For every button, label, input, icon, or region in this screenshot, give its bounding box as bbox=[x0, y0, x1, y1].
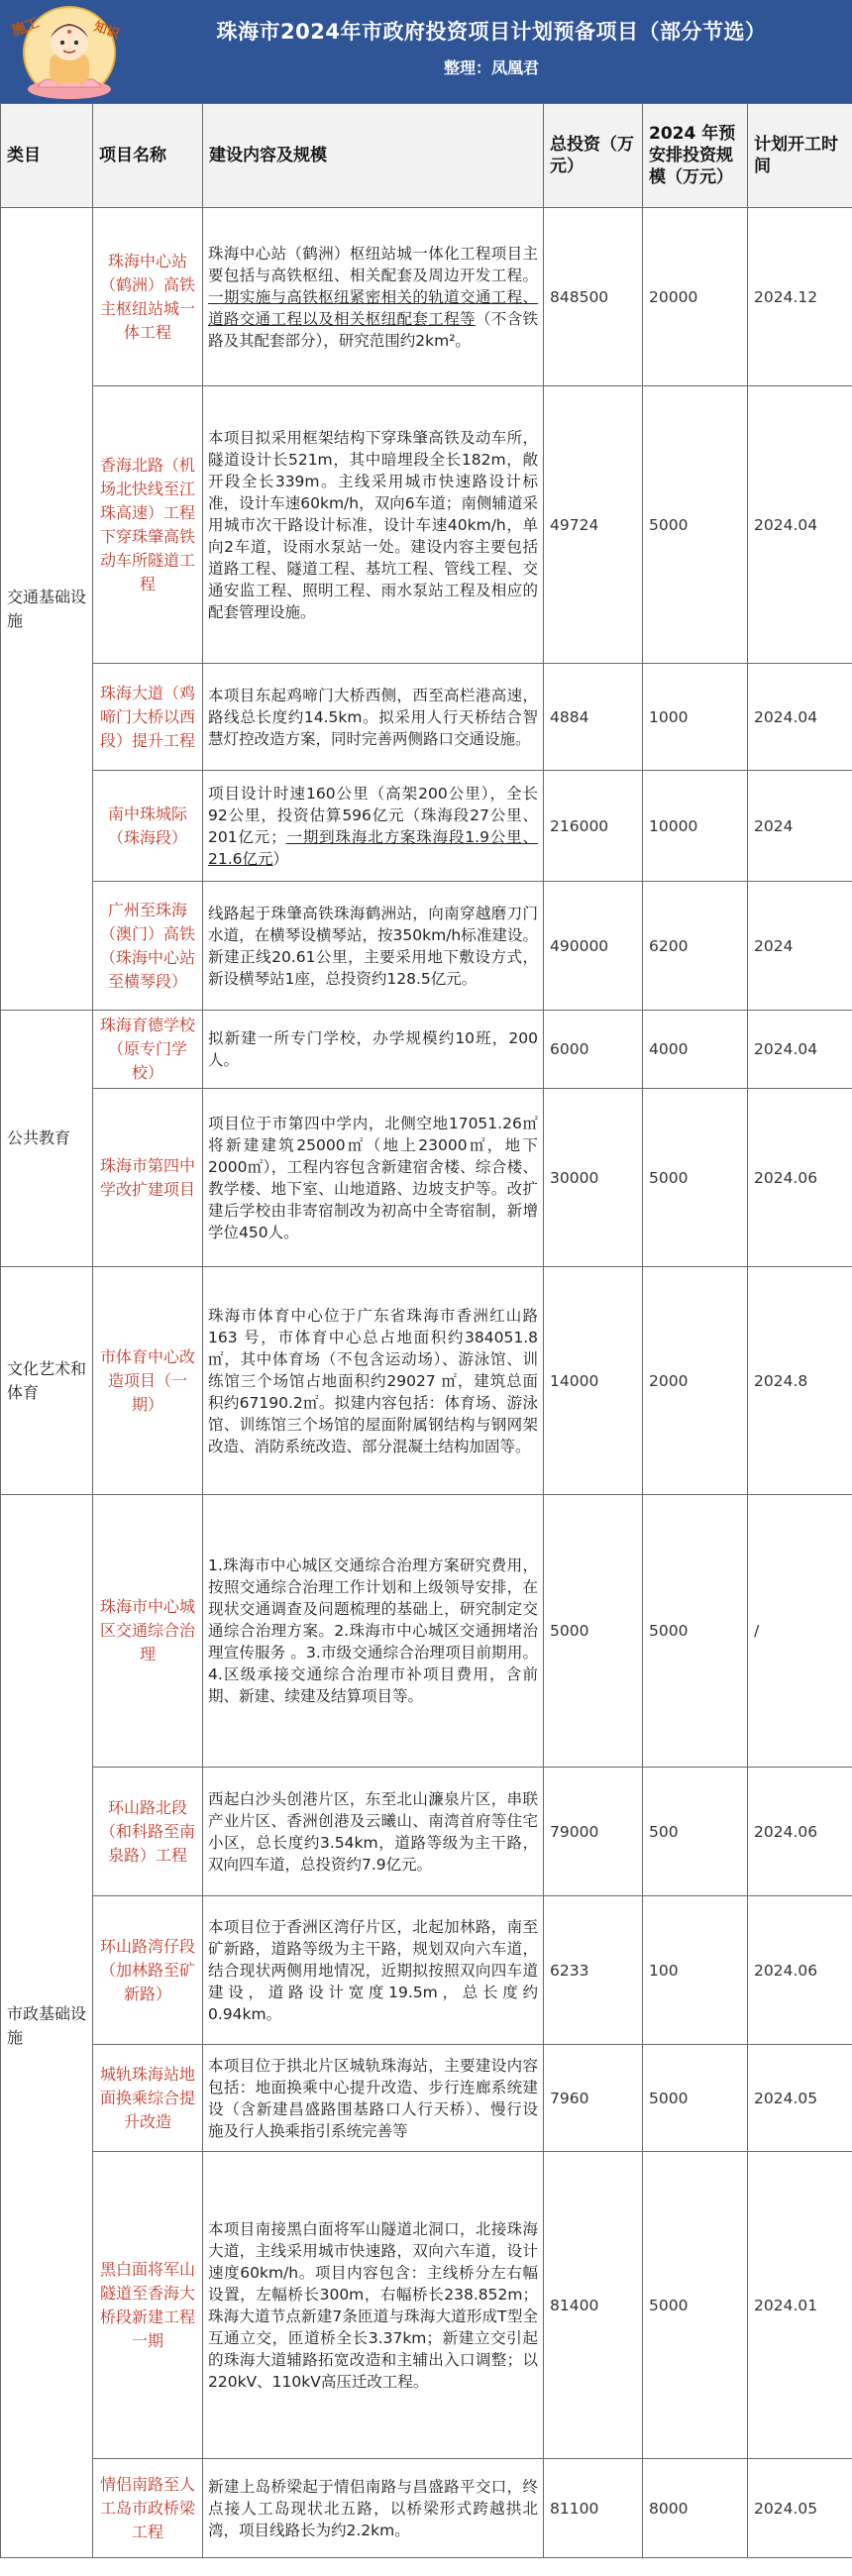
table-row bbox=[1, 2152, 852, 2459]
total-investment: 6000 bbox=[544, 1011, 643, 1089]
description-underlined-text: 一期实施与高铁枢纽紧密相关的轨道交通工程、道路交通工程以及相关枢纽配套工程等 bbox=[208, 287, 538, 328]
project-name: 城轨珠海站地面换乘综合提升改造 bbox=[93, 2045, 203, 2152]
total-investment: 30000 bbox=[544, 1089, 643, 1267]
table-row bbox=[1, 208, 852, 386]
category-cell: 市政基础设施 bbox=[1, 1495, 93, 2558]
total-investment: 848500 bbox=[544, 208, 643, 386]
project-name: 黑白面将军山隧道至香海大桥段新建工程一期 bbox=[93, 2152, 203, 2459]
total-investment: 49724 bbox=[544, 386, 643, 664]
table-row bbox=[1, 1896, 852, 2045]
project-name: 情侣南路至人工岛市政桥梁工程 bbox=[93, 2459, 203, 2558]
project-name: 珠海育德学校（原专门学校） bbox=[93, 1011, 203, 1089]
project-description: 项目位于市第四中学内，北侧空地17051.26㎡将新建建筑25000㎡（地上23000㎡，地下2000㎡），工程内容包含新建宿舍楼、综合楼、教学楼、地下室、山地道路、边坡支护等。改扩建后学校由非寄宿制改为初高中全寄宿制，新增学位450人。 bbox=[203, 1089, 544, 1267]
project-description: 本项目南接黑白面将军山隧道北洞口，北接珠海大道，主线采用城市快速路，双向六车道，设计速度60km/h。项目内容包含：主线桥分左右幅设置，左幅桥长300m，右幅桥长238.852m；珠海大道节点新建7条匝道与珠海大道形成T型全互通立交，匝道桥全长3.37km；新建立交引起的珠海大道辅路拓宽改造和主辅出入口调整；以220kV、110kV高压迁改工程。 bbox=[203, 2152, 544, 2459]
category-cell: 公共教育 bbox=[1, 1011, 93, 1267]
start-time: 2024.06 bbox=[748, 1768, 852, 1896]
project-description: 西起白沙头创港片区，东至北山濂泉片区，串联产业片区、香洲创港及云曦山、南湾首府等住宅小区，总长度约3.54km，道路等级为主干路，双向四车道，总投资约7.9亿元。 bbox=[203, 1768, 544, 1896]
project-name: 市体育中心改造项目（一期） bbox=[93, 1267, 203, 1495]
planned-investment: 6200 bbox=[643, 882, 748, 1011]
total-investment: 5000 bbox=[544, 1495, 643, 1768]
planned-investment: 20000 bbox=[643, 208, 748, 386]
start-time: 2024.06 bbox=[748, 1089, 852, 1267]
cartoon-mascot-logo-icon bbox=[8, 4, 131, 101]
start-time: 2024.04 bbox=[748, 1011, 852, 1089]
project-description: 线路起于珠肇高铁珠海鹤洲站，向南穿越磨刀门水道，在横琴设横琴站，按350km/h标准建设。新建正线20.61公里，主要采用地下敷设方式，新设横琴站1座，总投资约128.5亿元。 bbox=[203, 882, 544, 1011]
project-name: 环山路北段（和科路至南泉路）工程 bbox=[93, 1768, 203, 1896]
table-row bbox=[1, 1495, 852, 1768]
total-investment: 490000 bbox=[544, 882, 643, 1011]
planned-investment: 500 bbox=[643, 1768, 748, 1896]
start-time: 2024.01 bbox=[748, 2152, 852, 2459]
start-time: 2024 bbox=[748, 771, 852, 882]
project-name: 香海北路（机场北快线至江珠高速）工程下穿珠肇高铁动车所隧道工程 bbox=[93, 386, 203, 664]
table-row bbox=[1, 2459, 852, 2558]
project-description: 本项目东起鸡啼门大桥西侧，西至高栏港高速，路线总长度约14.5km。拟采用人行天桥结合智慧灯控改造方案，同时完善两侧路口交通设施。 bbox=[203, 664, 544, 771]
planned-investment: 8000 bbox=[643, 2459, 748, 2558]
project-name: 珠海中心站（鹤洲）高铁主枢纽站城一体工程 bbox=[93, 208, 203, 386]
planned-investment: 100 bbox=[643, 1896, 748, 2045]
project-name: 珠海大道（鸡啼门大桥以西段）提升工程 bbox=[93, 664, 203, 771]
start-time: 2024.06 bbox=[748, 1896, 852, 2045]
total-investment: 7960 bbox=[544, 2045, 643, 2152]
planned-investment: 5000 bbox=[643, 2045, 748, 2152]
project-name: 珠海市中心城区交通综合治理 bbox=[93, 1495, 203, 1768]
table-row bbox=[1, 664, 852, 771]
start-time: 2024 bbox=[748, 882, 852, 1011]
table-row bbox=[1, 771, 852, 882]
table-row bbox=[1, 1768, 852, 1896]
planned-investment: 2000 bbox=[643, 1267, 748, 1495]
project-name: 南中珠城际（珠海段） bbox=[93, 771, 203, 882]
planned-investment: 4000 bbox=[643, 1011, 748, 1089]
project-description bbox=[203, 771, 544, 882]
category-cell: 交通基础设施 bbox=[1, 208, 93, 1011]
total-investment: 216000 bbox=[544, 771, 643, 882]
total-investment: 4884 bbox=[544, 664, 643, 771]
project-description: 本项目拟采用框架结构下穿珠肇高铁及动车所，隧道设计长521m，其中暗埋段全长182m，敞开段全长339m。主线采用城市快速路设计标准，设计车速60km/h，双向6车道；南侧辅道采用城市次干路设计标准，设计车速40km/h，单向2车道，设雨水泵站一处。建设内容主要包括道路工程、隧道工程、基坑工程、管线工程、交通安监工程、照明工程、雨水泵站工程及相应的配套管理设施。 bbox=[203, 386, 544, 664]
planned-investment: 1000 bbox=[643, 664, 748, 771]
start-time: 2024.04 bbox=[748, 664, 852, 771]
project-description bbox=[203, 208, 544, 386]
column-header-total-investment: 总投资（万元） bbox=[544, 104, 643, 208]
total-investment: 14000 bbox=[544, 1267, 643, 1495]
project-description: 珠海市体育中心位于广东省珠海市香洲红山路 163 号，市体育中心总占地面积约384051.8㎡，其中体育场（不包含运动场）、游泳馆、训练馆三个场馆占地面积约29027 ㎡，建筑总面积约67190.2㎡。拟建内容包括：体育场、游泳馆、训练馆三个场馆的屋面附属钢结构与钢网架改造、消防系统改造、部分混凝土结构加固等。 bbox=[203, 1267, 544, 1495]
start-time: 2024.8 bbox=[748, 1267, 852, 1495]
start-time: 2024.04 bbox=[748, 386, 852, 664]
project-name: 珠海市第四中学改扩建项目 bbox=[93, 1089, 203, 1267]
project-description: 本项目位于拱北片区城轨珠海站，主要建设内容包括：地面换乘中心提升改造、步行连廊系统建设（含新建昌盛路围基路口人行天桥）、慢行设施及行人换乘指引系统完善等 bbox=[203, 2045, 544, 2152]
header-banner bbox=[0, 0, 852, 104]
total-investment: 81400 bbox=[544, 2152, 643, 2459]
logo-text-left: 施工 bbox=[9, 15, 42, 40]
start-time: 2024.05 bbox=[748, 2045, 852, 2152]
project-table bbox=[0, 103, 852, 2558]
column-header-start-time: 计划开工时间 bbox=[748, 104, 852, 208]
column-header-2024-plan: 2024 年预安排投资规模（万元） bbox=[643, 104, 748, 208]
description-underlined-text: 一期到珠海北方案珠海段1.9公里、21.6亿元 bbox=[208, 827, 539, 868]
planned-investment: 5000 bbox=[643, 1089, 748, 1267]
total-investment: 6233 bbox=[544, 1896, 643, 2045]
description-text-tail: （不含铁路及其配套部分），研究范围约2km²。 bbox=[208, 309, 538, 350]
start-time: 2024.12 bbox=[748, 208, 852, 386]
project-name: 广州至珠海（澳门）高铁（珠海中心站至横琴段） bbox=[93, 882, 203, 1011]
table-row bbox=[1, 1267, 852, 1495]
page-subtitle: 整理：凤凰君 bbox=[443, 58, 539, 77]
planned-investment: 10000 bbox=[643, 771, 748, 882]
planned-investment: 5000 bbox=[643, 2152, 748, 2459]
project-description: 本项目位于香洲区湾仔片区，北起加林路，南至矿新路，道路等级为主干路，规划双向六车道，结合现状两侧用地情况，近期拟按照双向四车道建设，道路设计宽度19.5m，总长度约0.94km。 bbox=[203, 1896, 544, 2045]
table-row bbox=[1, 386, 852, 664]
table-row bbox=[1, 882, 852, 1011]
category-cell: 文化艺术和体育 bbox=[1, 1267, 93, 1495]
table-row bbox=[1, 2045, 852, 2152]
project-name: 环山路湾仔段（加林路至矿新路） bbox=[93, 1896, 203, 2045]
table-row bbox=[1, 1011, 852, 1089]
description-text: 项目设计时速160公里（高架200公里），全长92公里，投资估算596亿元（珠海段27公里、201亿元； bbox=[208, 784, 538, 846]
column-header-category: 类目 bbox=[1, 104, 93, 208]
total-investment: 79000 bbox=[544, 1768, 643, 1896]
total-investment: 81100 bbox=[544, 2459, 643, 2558]
logo-text-right: 知识 bbox=[91, 19, 122, 43]
start-time: / bbox=[748, 1495, 852, 1768]
project-description: 拟新建一所专门学校，办学规模约10班，200人。 bbox=[203, 1011, 544, 1089]
start-time: 2024.05 bbox=[748, 2459, 852, 2558]
table-header-row bbox=[1, 104, 852, 208]
description-text-tail: ） bbox=[272, 849, 289, 868]
description-text: 珠海中心站（鹤洲）枢纽站城一体化工程项目主要包括与高铁枢纽、相关配套及周边开发工程。 bbox=[208, 244, 538, 284]
project-description: 新建上岛桥梁起于情侣南路与昌盛路平交口，终点接人工岛现状北五路，以桥梁形式跨越拱北湾，项目线路长为约2.2km。 bbox=[203, 2459, 544, 2558]
planned-investment: 5000 bbox=[643, 1495, 748, 1768]
table-row bbox=[1, 1089, 852, 1267]
column-header-project-name: 项目名称 bbox=[93, 104, 203, 208]
column-header-content: 建设内容及规模 bbox=[203, 104, 544, 208]
project-description: 1.珠海市中心城区交通综合治理方案研究费用，按照交通综合治理工作计划和上级领导安排，在现状交通调查及问题梳理的基础上，研究制定交通综合治理方案。2.珠海市中心城区交通拥堵治理宣传服务 。3.市级交通综合治理项目前期用。4.区级承接交通综合治理市补项目费用，含前期、新建、续建及结算项目等。 bbox=[203, 1495, 544, 1768]
page-title: 珠海市2024年市政府投资项目计划预备项目（部分节选） bbox=[216, 20, 767, 44]
planned-investment: 5000 bbox=[643, 386, 748, 664]
